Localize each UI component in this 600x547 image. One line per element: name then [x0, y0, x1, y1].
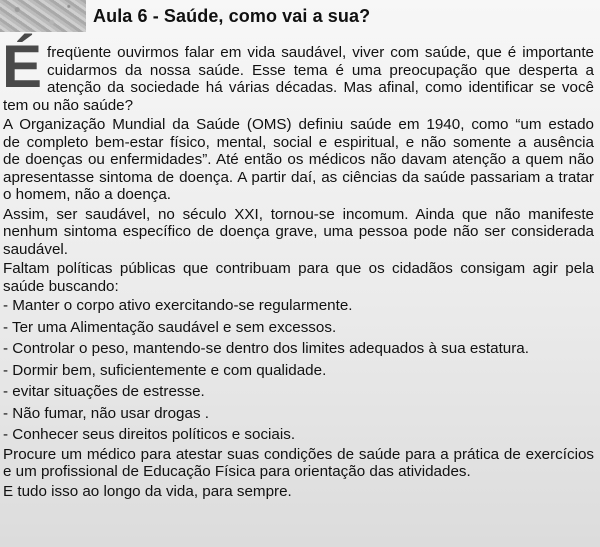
page-title: Aula 6 - Saúde, como vai a sua? — [93, 6, 371, 26]
text-line: apresentasse sintoma de doença. A partir daí, as ciências da saúde passariam a tratar — [3, 168, 594, 186]
oms-paragraph — [3, 116, 594, 204]
text-line: o homem, não a doença. — [3, 186, 172, 203]
list-item: - Controlar o peso, mantendo-se dentro dos limites adequados à sua estatura. — [3, 340, 529, 357]
intro-paragraph — [3, 44, 594, 114]
xxi-paragraph — [3, 206, 594, 259]
text-line: atenção da sociedade há várias décadas. Mas afinal, como identificar se você — [47, 79, 594, 96]
text-line: tem ou não saúde? — [3, 96, 134, 114]
recommendation-list — [3, 297, 594, 444]
closing-line: E tudo isso ao longo da vida, para sempre. — [3, 482, 292, 500]
list-item: - Não fumar, não usar drogas . — [3, 404, 209, 422]
document-body — [3, 44, 594, 500]
procure-paragraph — [3, 446, 594, 481]
text-line: cuidarmos da nossa saúde. Esse tema é uma preocupação que desperta a — [47, 61, 594, 79]
list-item: - evitar situações de estresse. — [3, 383, 205, 400]
drop-cap: É — [2, 33, 43, 100]
decorative-texture — [0, 0, 86, 32]
text-line: Faltam políticas públicas que contribuam para que os cidadãos consigam agir pela — [3, 260, 594, 277]
text-line: freqüente ouvirmos falar em vida saudável, viver com saúde, que é importante — [47, 44, 594, 61]
text-line: Procure um médico para atestar suas condições de saúde para a prática de exercícios — [3, 445, 594, 463]
list-item: - Dormir bem, suficientemente e com qualidade. — [3, 361, 327, 379]
text-line: de completo bem-estar físico, mental, social e espiritual, e não somente a ausência — [3, 133, 594, 151]
text-line: e um profissional de Educação Física para orientação das atividades. — [3, 463, 471, 480]
text-line: A Organização Mundial da Saúde (OMS) definiu saúde em 1940, como “um estado — [3, 116, 594, 133]
list-item: - Manter o corpo ativo exercitando-se regularmente. — [3, 297, 353, 314]
list-item: - Ter uma Alimentação saudável e sem excessos. — [3, 318, 337, 336]
text-line: saúde buscando: — [3, 277, 119, 295]
list-item: - Conhecer seus direitos políticos e sociais. — [3, 426, 296, 443]
faltam-paragraph — [3, 260, 594, 295]
text-line: saudável. — [3, 240, 69, 258]
text-line: nenhum sintoma específico de doença grave, uma pessoa pode não ser considerada — [3, 223, 594, 240]
text-line: de doenças ou enfermidades”. Até então os médicos não davam atenção a quem não — [3, 151, 594, 168]
text-line: Assim, ser saudável, no século XXI, tornou-se incomum. Ainda que não manifeste — [3, 205, 594, 223]
